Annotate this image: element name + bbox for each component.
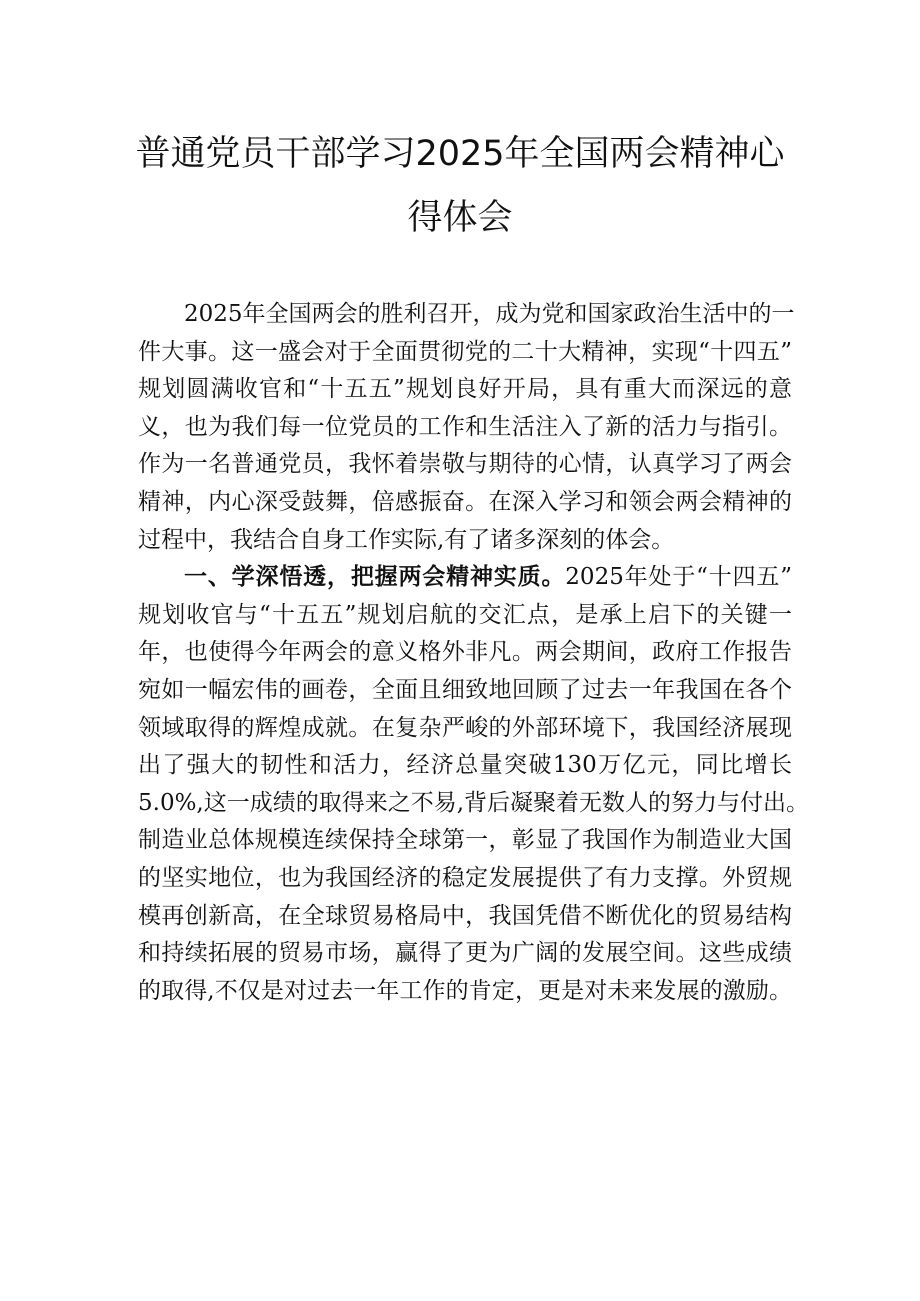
paragraph-first-line xyxy=(138,559,792,597)
paragraph-line: 和持续拓展的贸易市场，赢得了更为广阔的发展空间。这些成绩 xyxy=(138,940,792,967)
paragraph-line: 规划收官与“十五五”规划启航的交汇点，是承上启下的关键一 xyxy=(138,601,792,628)
paragraph-line: 件大事。这一盛会对于全面贯彻党的二十大精神，实现“十四五” xyxy=(138,338,792,365)
title-line-1: 普通党员干部学习2025年全国两会精神心 xyxy=(135,134,785,174)
paragraph-line: 2025年全国两会的胜利召开，成为党和国家政治生活中的一 xyxy=(184,301,795,327)
paragraph-line: 作为一名普通党员，我怀着崇敬与期待的心情，认真学习了两会 xyxy=(138,451,792,478)
paragraph-line: 模再创新高，在全球贸易格局中，我国凭借不断优化的贸易结构 xyxy=(138,902,792,929)
paragraph-line: 的取得,不仅是对过去一年工作的肯定，更是对未来发展的激励。 xyxy=(138,977,792,1004)
paragraph-line: 宛如一幅宏伟的画卷，全面且细致地回顾了过去一年我国在各个 xyxy=(138,676,792,703)
paragraph-line: 5.0%,这一成绩的取得来之不易,背后凝聚着无数人的努力与付出。 xyxy=(138,789,810,816)
section-heading: 一、学深悟透，把握两会精神实质。 xyxy=(184,564,566,591)
paragraph-line: 领域取得的辉煌成就。在复杂严峻的外部环境下，我国经济展现 xyxy=(138,714,792,741)
paragraph-line: 精神，内心深受鼓舞，倍感振奋。在深入学习和领会两会精神的 xyxy=(138,488,792,515)
paragraph-line: 过程中，我结合自身工作实际,有了诸多深刻的体会。 xyxy=(138,526,675,553)
paragraph-line: 制造业总体规模连续保持全球第一，彰显了我国作为制造业大国 xyxy=(138,827,792,854)
document-body xyxy=(138,296,810,1010)
paragraph-line: 出了强大的韧性和活力，经济总量突破130万亿元，同比增长 xyxy=(138,752,792,779)
paragraph-line: 的坚实地位，也为我国经济的稳定发展提供了有力支撑。外贸规 xyxy=(138,864,792,891)
document-title xyxy=(0,122,920,250)
paragraph-2 xyxy=(138,559,810,1010)
paragraph-line: 义，也为我们每一位党员的工作和生活注入了新的活力与指引。 xyxy=(138,413,792,440)
paragraph-line: 年，也使得今年两会的意义格外非凡。两会期间，政府工作报告 xyxy=(138,639,792,666)
title-line-2: 得体会 xyxy=(407,198,513,238)
paragraph-line: 规划圆满收官和“十五五”规划良好开局，具有重大而深远的意 xyxy=(138,376,792,403)
paragraph-1 xyxy=(138,296,795,559)
paragraph-first-line-text: 2025年处于“十四五” xyxy=(565,564,792,591)
